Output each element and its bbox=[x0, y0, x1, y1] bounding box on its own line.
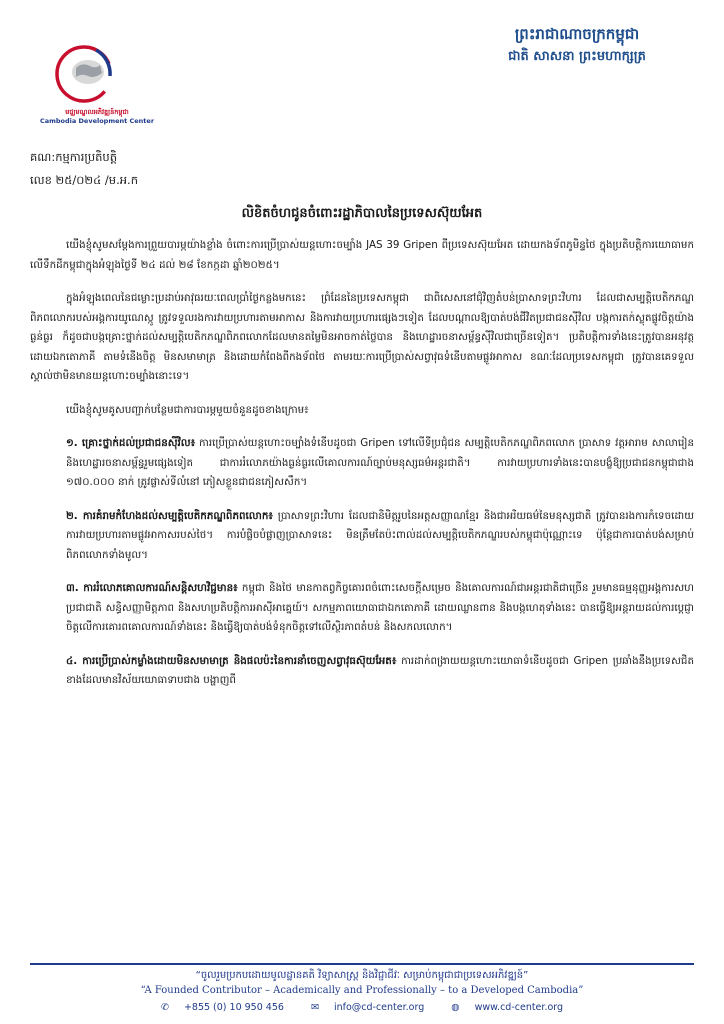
concern-heading: ៣. ការរំលោភគោលការណ៍សន្តិសហវិជ្ជមាន៖ bbox=[66, 582, 238, 594]
concern-heading: ២. ការគំរាមកំហែងដល់សម្បត្តិបេតិកភណ្ឌពិភពលោក៖ bbox=[66, 509, 273, 522]
letter-title: លិខិតចំហជូនចំពោះរដ្ឋាភិបាលនៃប្រទេសស៊ុយអែត bbox=[241, 206, 483, 221]
org-name-en: Cambodia Development Center bbox=[39, 117, 155, 125]
footer-tagline-en: “A Founded Contributor – Academically and Professionally – to a Developed Cambodia” bbox=[140, 985, 584, 996]
phone-icon: ✆ bbox=[160, 1002, 169, 1013]
paragraph-intro: យើងខ្ញុំសូមសម្តែងការព្រួយបារម្ភយ៉ាងខ្លាំង ចំពោះការប្រើប្រាស់យន្តហោះចម្បាំង JAS 39 Gripen ពីប្រទេសស៊ុយអែត ដោយកងទ័ពភូមិន្ទថៃ ក្នុងប្រតិបត្តិការយោធាមកលើទឹកដីកម្ពុជាក្នុងអំឡុងថ្ងៃទី ២៤ ដល់ ២៨ ខែកក្កដា ឆ្នាំ២០២៥។ bbox=[30, 239, 694, 271]
org-name-kh: មជ្ឈមណ្ឌលអភិវឌ្ឍន៍កម្ពុជា bbox=[65, 108, 129, 116]
website-contact[interactable]: ◍ www.cd-center.org bbox=[451, 1002, 564, 1013]
kingdom-header bbox=[452, 22, 702, 68]
letter-body bbox=[30, 236, 694, 705]
concern-heading: ៤. ការប្រើប្រាស់កម្លាំងដោយមិនសមាមាត្រ និងផលប៉ះនៃការនាំចេញសព្វាវុធស៊ុយអែត៖ bbox=[66, 654, 397, 667]
reference-number: លេខ ២៥/០២៤ /ម.អ.ក bbox=[30, 173, 139, 187]
concern-item-1 bbox=[30, 434, 694, 493]
kingdom-motto: ជាតិ សាសនា ព្រះមហាក្សត្រ bbox=[508, 49, 646, 64]
concern-text: ការដាក់ពង្រាយយន្តហោះយោធាទំនើបដូចជា Gripen ប្រឆាំងនឹងប្រទេសជិតខាងដែលមានវិស័យយោធាទាបជាង បង្ហាញពី bbox=[66, 654, 694, 686]
globe-icon: ◍ bbox=[451, 1002, 460, 1013]
footer-contacts bbox=[0, 1002, 724, 1013]
email-icon: ✉ bbox=[310, 1002, 319, 1013]
concern-text: ប្រាសាទព្រះវិហារ ដែលជានិមិត្តរូបនៃអត្តសញ្ញាណខ្មែរ និងជាអរិយធម៌នៃមនុស្សជាតិ ត្រូវបានរងការកំទេចដោយការវាយប្រហារតាមផ្លូវអាកាសរបស់ថៃ។ ការបំផ្លិចបំផ្លាញប្រាសាទនេះ មិនត្រឹមតែប៉ះពាល់ដល់សម្បត្តិបេតិកភណ្ឌរបស់កម្ពុជាប៉ុណ្ណោះទេ ប៉ុន្តែជាការបាត់បង់សម្រាប់ពិភពលោកទាំងមូល។ bbox=[66, 509, 695, 561]
email-contact[interactable]: ✉ info@cd-center.org bbox=[310, 1002, 425, 1013]
phone-contact: ✆ +855 (0) 10 950 456 bbox=[160, 1002, 284, 1013]
committee-label: គណ:កម្មការប្រតិបត្តិ bbox=[30, 150, 118, 164]
concern-text: ការប្រើប្រាស់យន្តហោះចម្បាំងទំនើបដូចជា Gripen ទៅលើទីប្រជុំជន សម្បត្តិបេតិកភណ្ឌពិភពលោក ប្រាសាទ វត្តអារាម សាលារៀន និងហេដ្ឋារចនាសម្ព័ន្ធរួមផ្សេងទៀត ជាការរំលោភយ៉ាងធ្ងន់ធ្ងរលើគោលការណ៍ច្បាប់មនុស្សធម៌អន្តរជាតិ។ ការវាយប្រហារទាំងនេះបានបង្ខំឱ្យប្រជាជនកម្ពុជាជាង ១៧០.០០០ នាក់ ត្រូវផ្លាស់ទីលំនៅ ភៀសខ្លួនជាជនភៀសសឹក។ bbox=[66, 437, 694, 488]
concern-heading: ១. គ្រោះថ្នាក់ដល់ប្រជាជនស៊ីវិល៖ bbox=[66, 437, 196, 449]
concern-text: កម្ពុជា និងថៃ មានកាតព្វកិច្ចគោរពចំពោះសេចក្តីសម្រេច និងគោលការណ៍ជាអន្តរជាតិជាច្រើន រួមមានធម្មនុញ្ញអង្គការសហប្រជាជាតិ សន្ធិសញ្ញាមិត្តភាព និងសហប្រតិបត្តិការអាស៊ីអាគ្នេយ៍។ សកម្មភាពយោធាជាឯកតោភាគី ដោយឈ្លានពាន និងបង្កហេតុទាំងនេះ បានធ្វើឱ្យអន្តរាយដល់ការប្តេជ្ញាចិត្តលើការគោរពគោលការណ៍ទាំងនេះ និងធ្វើឱ្យបាត់បង់ទំនុកចិត្តទៅលើស្ថិរភាពតំបន់ និងសកលលោក។ bbox=[66, 582, 694, 633]
footer-tagline-kh: “ចូលរួមប្រកបដោយមូលដ្ឋានគតិ វិទ្យាសាស្ត្រ និងវិជ្ជាជីវៈ សម្រាប់កម្ពុជាជាប្រទេសអភិវឌ្ឍន៍” bbox=[195, 970, 529, 981]
paragraph-concerns-intro: យើងខ្ញុំសូមគូសបញ្ជាក់បន្ថែមជាការបារម្ភមួយចំនួនដូចខាងក្រោម៖ bbox=[66, 403, 309, 416]
footer-divider bbox=[30, 963, 694, 965]
concern-item-2 bbox=[30, 507, 694, 566]
cdc-logo bbox=[50, 42, 130, 106]
reference-block bbox=[30, 146, 138, 192]
concern-item-4 bbox=[30, 652, 694, 691]
kingdom-title: ព្រះរាជាណាចក្រកម្ពុជា bbox=[514, 25, 640, 43]
paragraph-context: ក្នុងអំឡុងពេលនៃជម្លោះប្រដាប់អាវុធរយៈពេលប្រាំថ្ងៃកន្លងមកនេះ ព្រំដែននៃប្រទេសកម្ពុជា ជាពិសេសនៅជុំវិញតំបន់ប្រាសាទព្រះវិហារ ដែលជាសម្បត្តិបេតិកភណ្ឌពិភពលោករបស់អង្គការយូណេស្កូ ត្រូវទទួលរងការវាយប្រហារតាមអាកាស និងការវាយប្រហារផ្សេងៗទៀត ដែលបណ្តាលឱ្យបាត់បង់ជីវិតប្រជាជនស៊ីវិល បង្កការតក់ស្លុតផ្លូវចិត្តយ៉ាងធ្ងន់ធ្ងរ ក៏ដូចជាបង្កគ្រោះថ្នាក់ដល់សម្បត្តិបេតិកភណ្ឌពិភពលោកដែលមានតម្លៃមិនអាចកាត់ថ្លៃបាន និងហេដ្ឋារចនាសម្ព័ន្ធស៊ីវិលជាច្រើនទៀត។ ប្រតិបត្តិការទាំងនេះត្រូវបានអនុវត្តដោយឯកតោភាគី តាមទំនើងចិត្ត មិនសមាមាត្រ និងដោយកំពែងពីកងទ័ពថៃ តាមរយៈការប្រើប្រាស់សព្វាវុធទំនើបតាមផ្លូវអាកាស ខណៈដែលប្រទេសកម្ពុជា ត្រូវបានគេទទួលស្គាល់ថាមិនមានយន្តហោះចម្បាំងនោះទេ។ bbox=[30, 292, 694, 382]
concern-item-3 bbox=[30, 579, 694, 638]
